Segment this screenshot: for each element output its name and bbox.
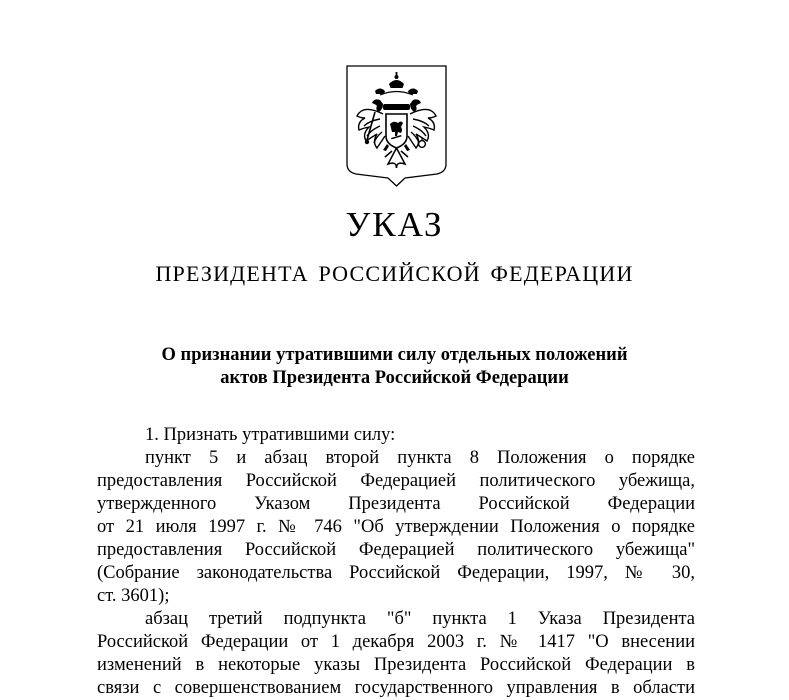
paragraph-1a-line: пункт 5 и абзац второй пункта 8 Положения о порядке — [145, 448, 695, 468]
paragraph-1a-line: утвержденного Указом Президента Российской Федерации — [97, 494, 695, 514]
document-subtitle: ПРЕЗИДЕНТА РОССИЙСКОЙ ФЕДЕРАЦИИ — [155, 261, 634, 286]
coat-of-arms-emblem — [345, 64, 448, 188]
paragraph-1a-line: предоставления Российской Федерацией политического убежища" — [97, 540, 695, 560]
paragraph-1a-line: предоставления Российской Федерацией политического убежища, — [97, 471, 695, 491]
paragraph-1a-line: (Собрание законодательства Российской Федерации, 1997, № 30, — [97, 563, 695, 583]
document-title: УКАЗ — [345, 205, 444, 244]
document-body — [97, 424, 695, 700]
heading-line: О признании утратившими силу отдельных положений — [161, 345, 628, 365]
paragraph-1b-line: абзац третий подпункта "б" пункта 1 Указа Президента — [145, 609, 695, 629]
paragraph-1a-line: ст. 3601); — [97, 586, 170, 606]
russian-coat-of-arms-icon — [345, 64, 448, 188]
paragraph-1b-line: связи с совершенствованием государственного управления в области — [97, 678, 695, 698]
paragraph-1b-line: изменений в некоторые указы Президента Российской Федерации в — [97, 655, 695, 675]
paragraph-1-intro: 1. Признать утратившими силу: — [145, 425, 396, 445]
decree-heading — [0, 344, 789, 390]
heading-line: актов Президента Российской Федерации — [220, 368, 569, 388]
paragraph-1b-line: Российской Федерации от 1 декабря 2003 г. № 1417 "О внесении — [97, 632, 695, 652]
paragraph-1a-line: от 21 июля 1997 г. № 746 "Об утверждении Положения о порядке — [97, 517, 695, 537]
